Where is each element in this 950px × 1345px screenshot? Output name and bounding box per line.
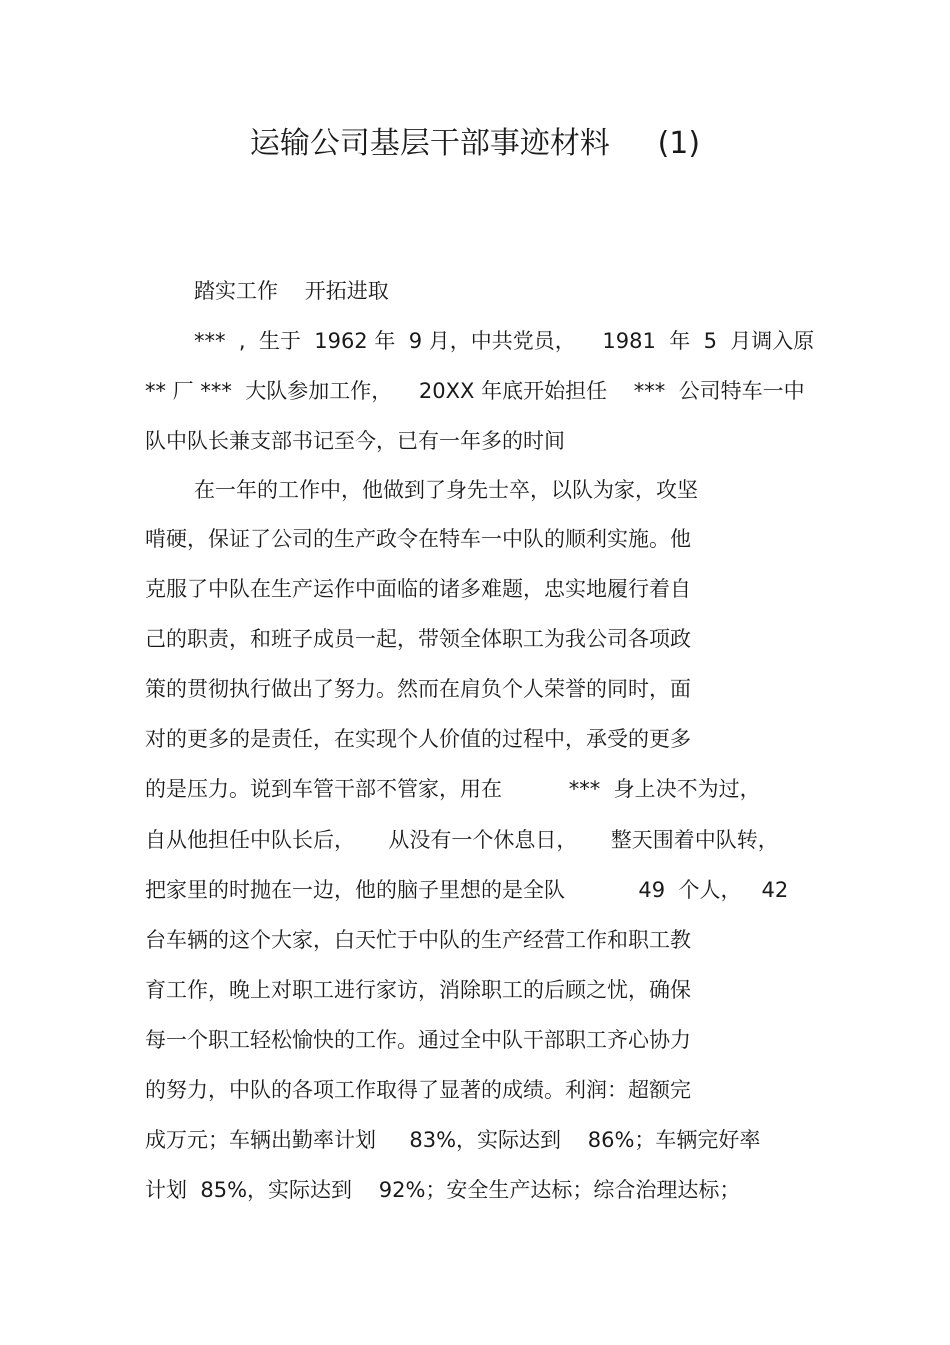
paragraph-line: 策的贯彻执行做出了努力。然而在肩负个人荣誉的同时，面 [145, 677, 691, 701]
paragraph-line: 啃硬，保证了公司的生产政令在特车一中队的顺利实施。他 [145, 527, 691, 551]
paragraph-line: 成万元；车辆出勤率计划 83%，实际达到 86%；车辆完好率 [145, 1128, 761, 1152]
paragraph-line: 克服了中队在生产运作中面临的诸多难题，忠实地履行着自 [145, 577, 691, 601]
paragraph-line: 的努力，中队的各项工作取得了显著的成绩。利润：超额完 [145, 1078, 691, 1102]
paragraph-line: 台车辆的这个大家，白天忙于中队的生产经营工作和职工教 [145, 928, 691, 952]
paragraph-line: 把家里的时抛在一边，他的脑子里想的是全队 49 个人， 42 [145, 878, 789, 902]
document-title: 运输公司基层干部事迹材料 (1) [249, 126, 701, 161]
section-heading: 踏实工作 开拓进取 [194, 279, 389, 303]
paragraph-line: 计划 85%，实际达到 92%；安全生产达标；综合治理达标； [145, 1178, 741, 1202]
paragraph-line: *** , 生于 1962 年 9 月，中共党员， 1981 年 5 月调入原 [194, 329, 815, 353]
paragraph-line: 育工作，晚上对职工进行家访，消除职工的后顾之忧，确保 [145, 978, 691, 1002]
paragraph-line: 在一年的工作中，他做到了身先士卒，以队为家，攻坚 [194, 478, 698, 502]
paragraph-line: 己的职责，和班子成员一起，带领全体职工为我公司各项政 [145, 627, 691, 651]
paragraph-line: ** 厂 *** 大队参加工作， 20XX 年底开始担任 *** 公司特车一中 [145, 379, 805, 403]
paragraph-line: 队中队长兼支部书记至今，已有一年多的时间 [145, 429, 565, 453]
paragraph-line: 每一个职工轻松愉快的工作。通过全中队干部职工齐心协力 [145, 1028, 691, 1052]
paragraph-line: 对的更多的是责任，在实现个人价值的过程中，承受的更多 [145, 727, 691, 751]
paragraph-line: 自从他担任中队长后， 从没有一个休息日， 整天围着中队转， [145, 828, 779, 852]
paragraph-line: 的是压力。说到车管干部不管家，用在 *** 身上决不为过， [145, 777, 761, 801]
